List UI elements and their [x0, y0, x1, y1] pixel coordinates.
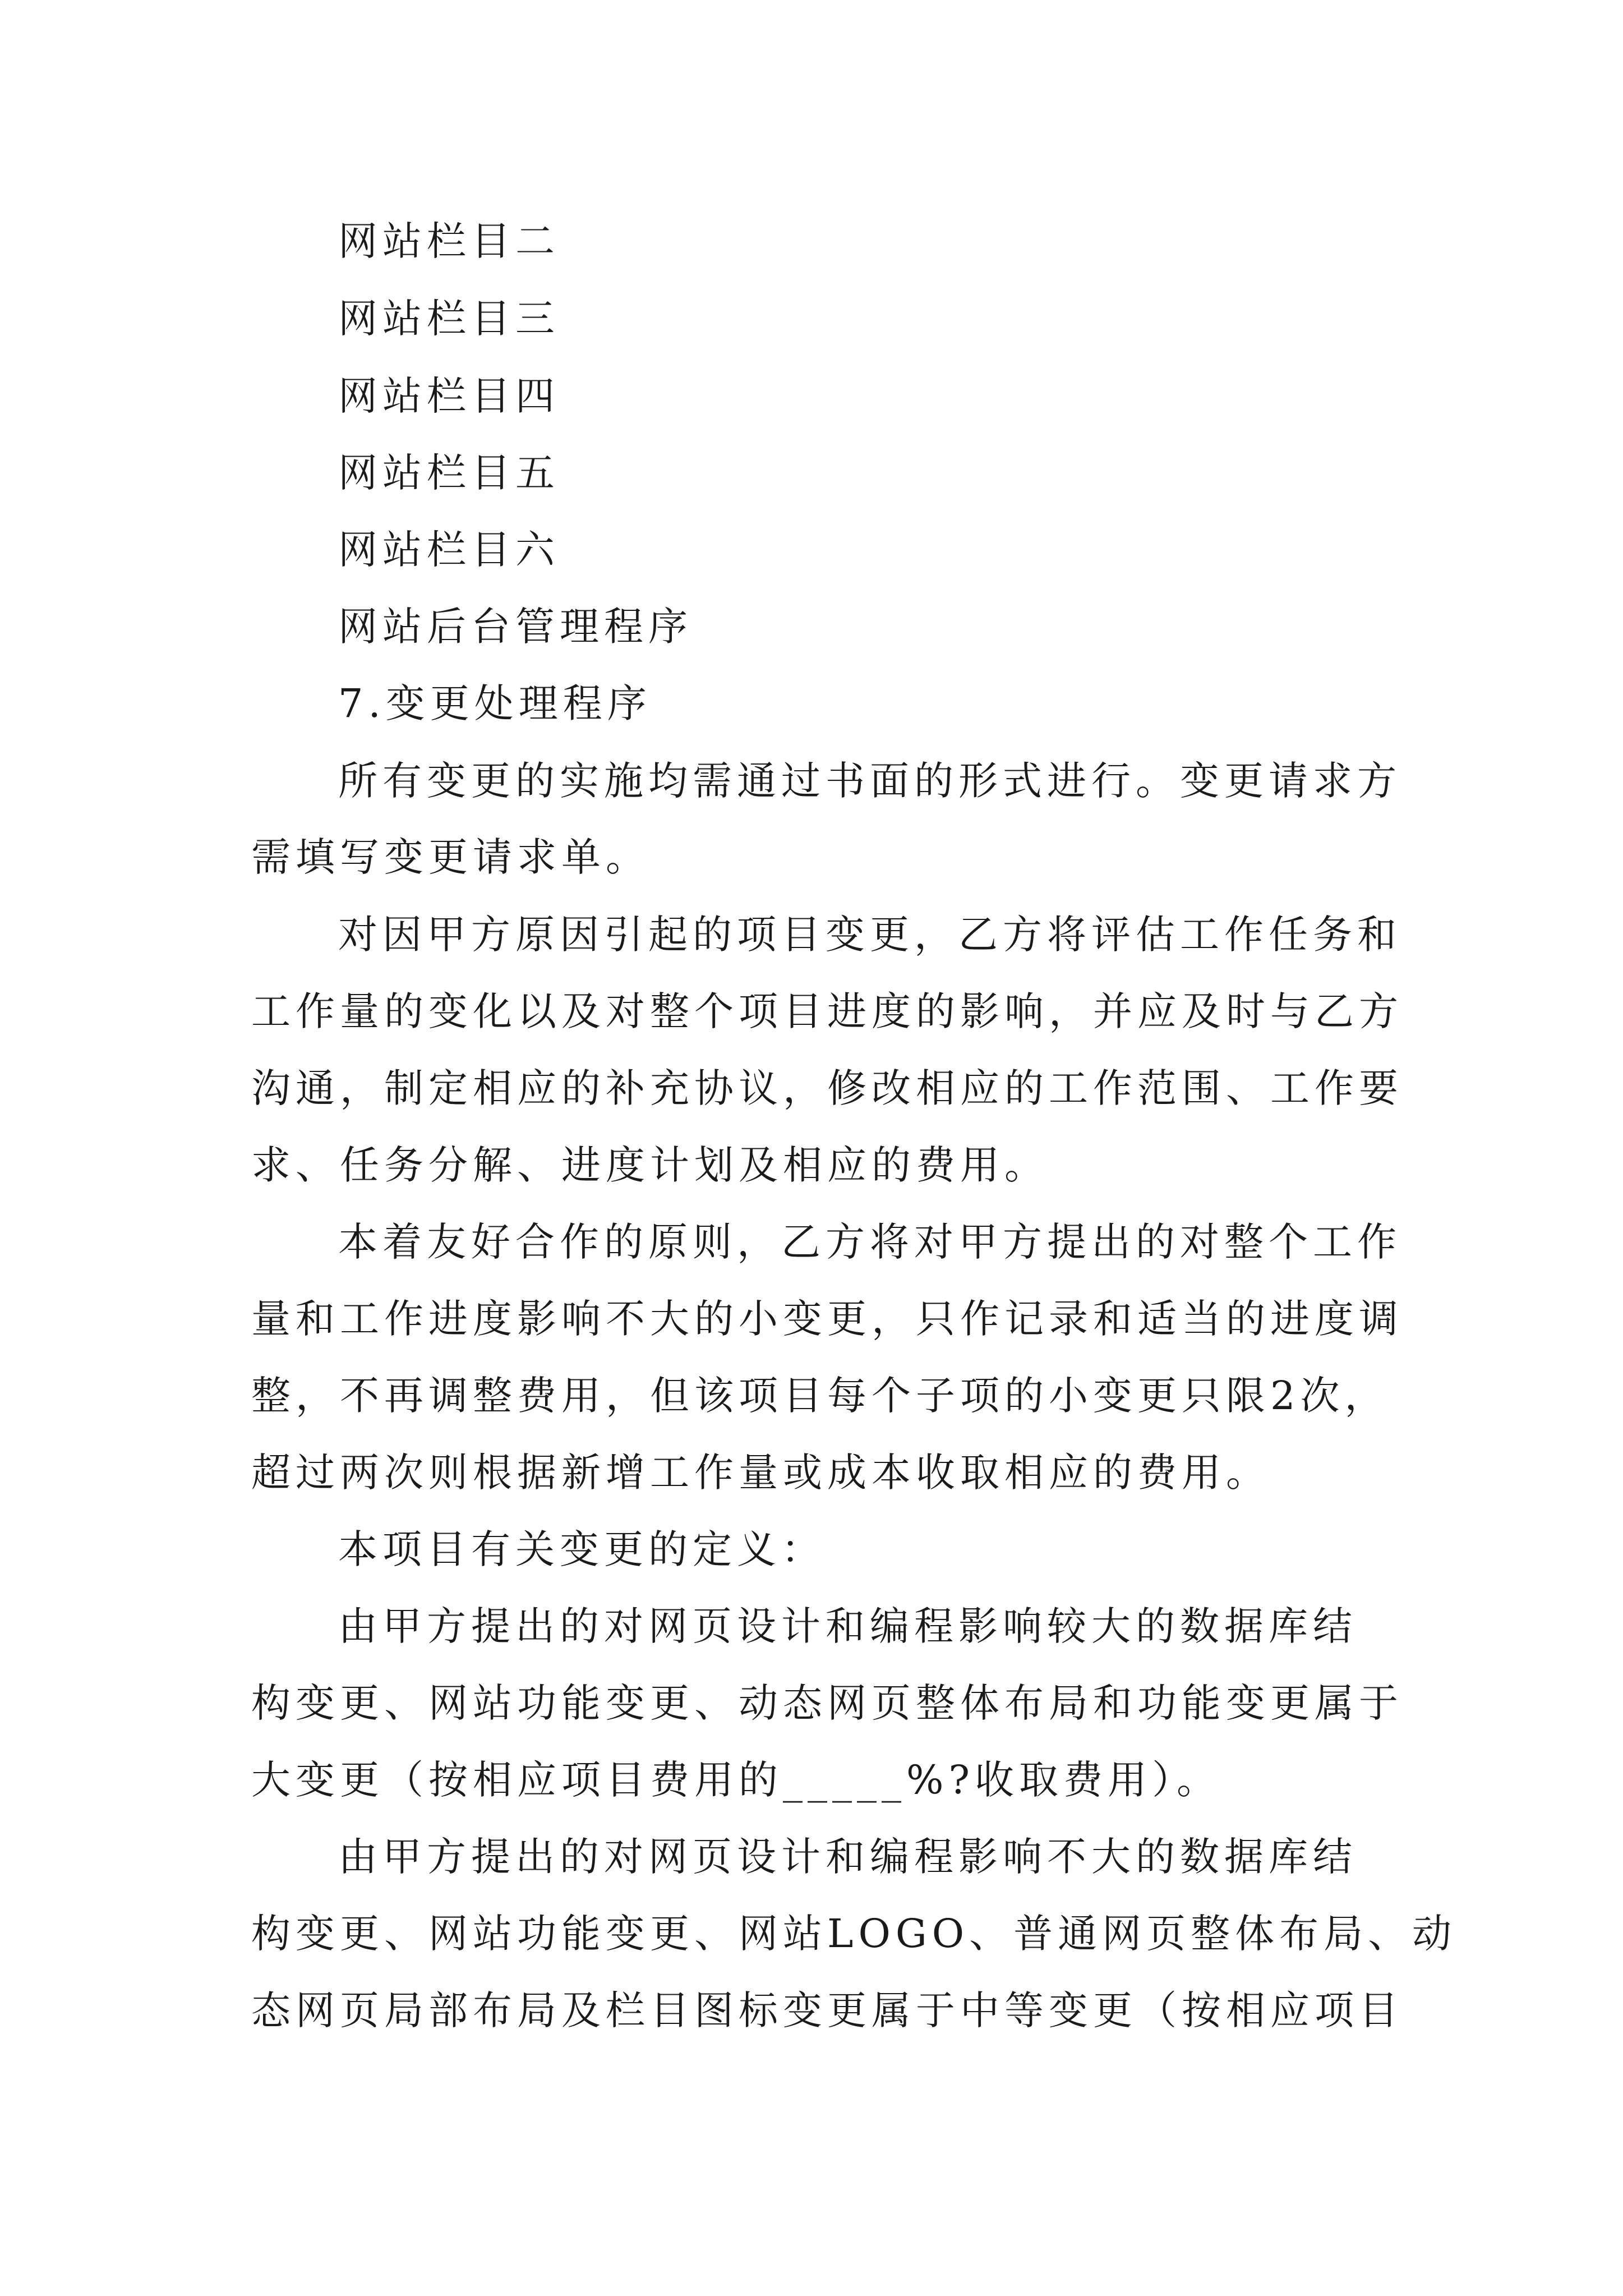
paragraph-line: 本项目有关变更的定义： — [338, 1526, 826, 1572]
paragraph-line: 量和工作进度影响不大的小变更，只作记录和适当的进度调 — [251, 1296, 1403, 1342]
text-line: 网站栏目二 — [338, 218, 560, 264]
paragraph-line: 大变更（按相应项目费用的_____%?收取费用）。 — [251, 1757, 1221, 1803]
paragraph-line: 所有变更的实施均需通过书面的形式进行。变更请求方 — [338, 758, 1401, 804]
paragraph-line: 构变更、网站功能变更、动态网页整体布局和功能变更属于 — [251, 1680, 1403, 1726]
section-heading: 7.变更处理程序 — [338, 680, 652, 726]
paragraph-line: 工作量的变化以及对整个项目进度的影响，并应及时与乙方 — [251, 988, 1403, 1034]
paragraph-line: 需填写变更请求单。 — [251, 834, 650, 880]
paragraph-line: 超过两次则根据新增工作量或成本收取相应的费用。 — [251, 1450, 1270, 1496]
text-line: 网站栏目四 — [338, 373, 560, 419]
paragraph-line: 求、任务分解、进度计划及相应的费用。 — [251, 1142, 1049, 1188]
text-line: 网站后台管理程序 — [338, 604, 693, 650]
paragraph-line: 沟通，制定相应的补充协议，修改相应的工作范围、工作要 — [251, 1065, 1403, 1111]
paragraph-line: 由甲方提出的对网页设计和编程影响较大的数据库结 — [338, 1603, 1357, 1649]
paragraph-line: 本着友好合作的原则，乙方将对甲方提出的对整个工作 — [338, 1219, 1401, 1265]
paragraph-line: 由甲方提出的对网页设计和编程影响不大的数据库结 — [338, 1834, 1357, 1880]
paragraph-line: 态网页局部布局及栏目图标变更属于中等变更（按相应项目 — [251, 1987, 1403, 2033]
paragraph-line: 对因甲方原因引起的项目变更，乙方将评估工作任务和 — [338, 912, 1401, 958]
text-line: 网站栏目三 — [338, 296, 560, 342]
paragraph-line: 构变更、网站功能变更、网站LOGO、普通网页整体布局、动 — [251, 1911, 1457, 1957]
paragraph-line: 整，不再调整费用，但该项目每个子项的小变更只限2次， — [251, 1373, 1389, 1419]
text-line: 网站栏目六 — [338, 527, 560, 573]
text-line: 网站栏目五 — [338, 450, 560, 496]
